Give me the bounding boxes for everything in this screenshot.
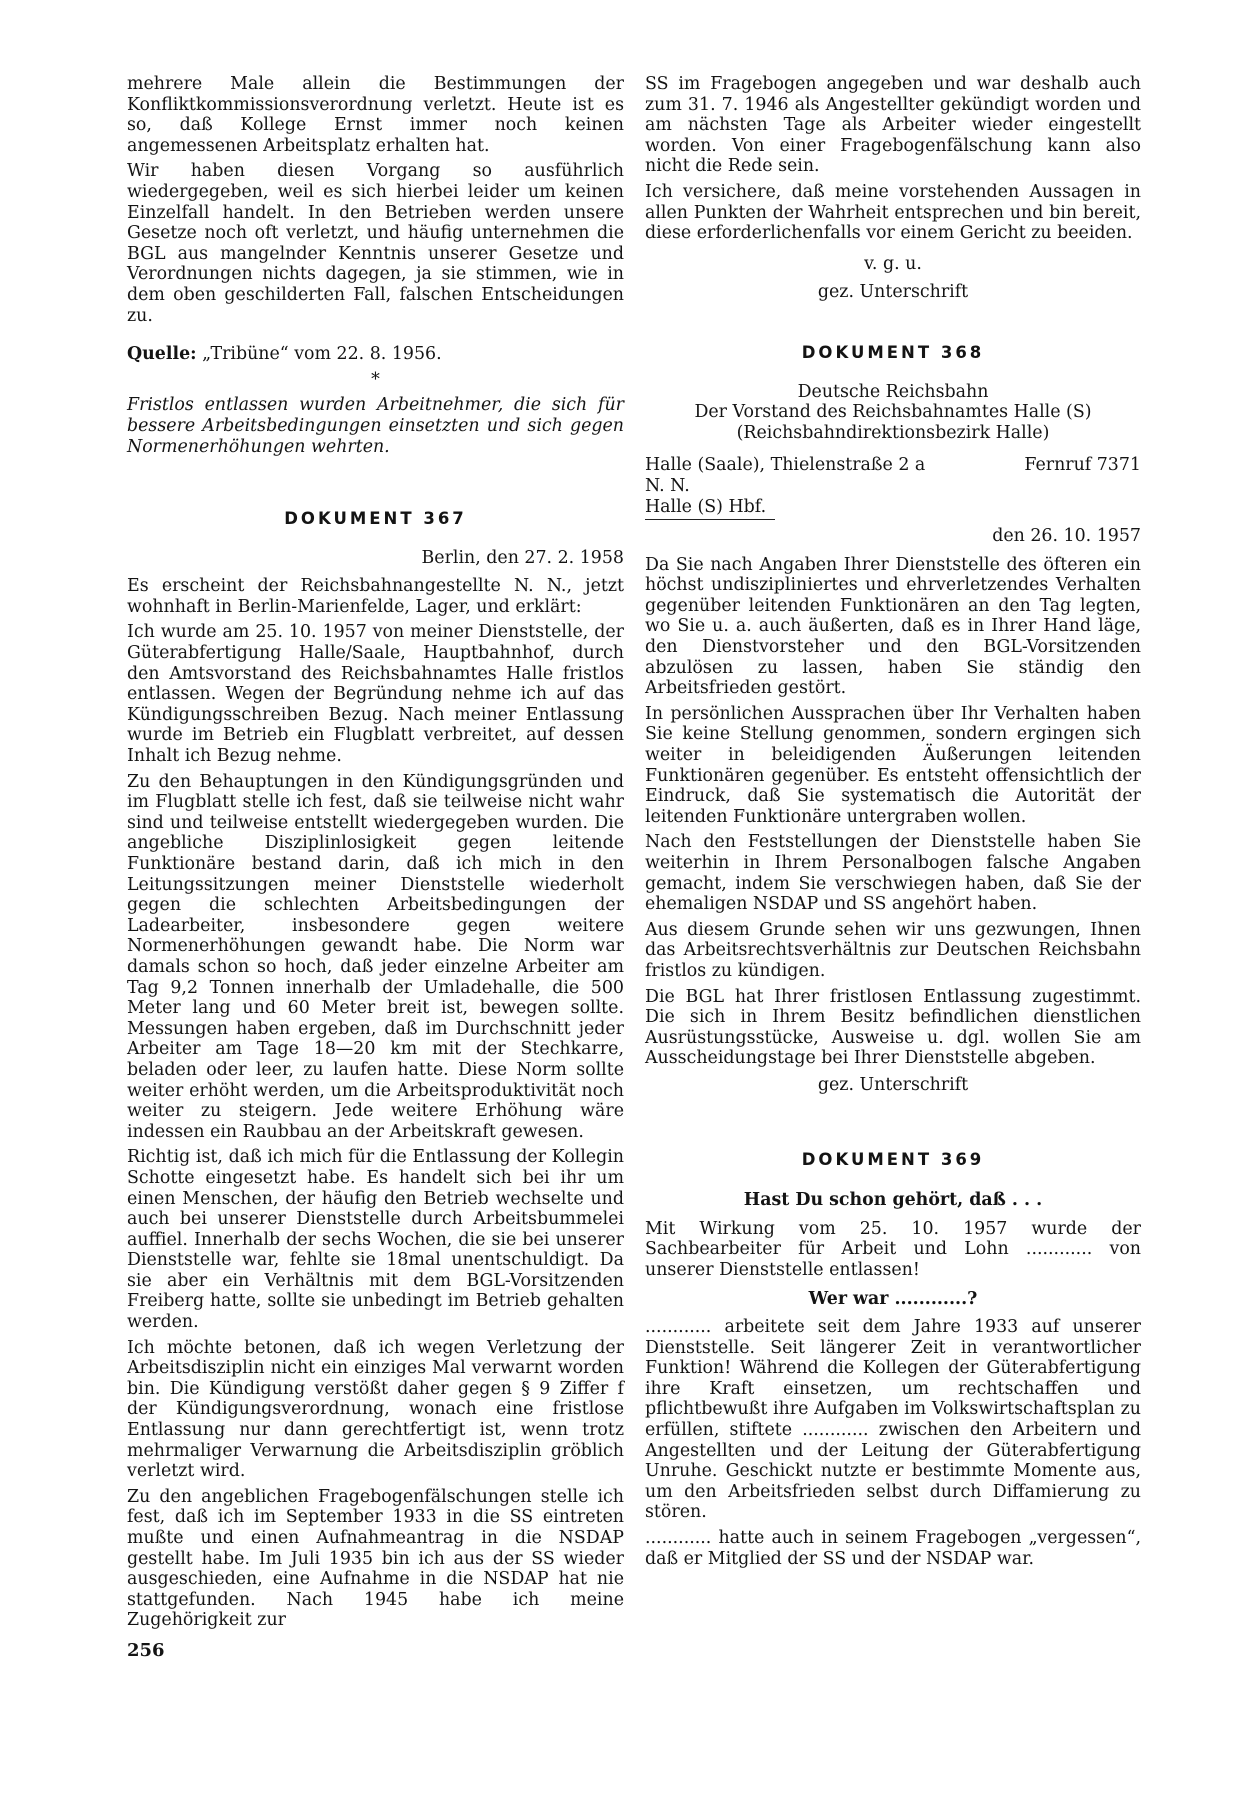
paragraph: Zu den angeblichen Fragebogenfälschungen stelle ich fest, daß ich im September 1933 in die SS eintreten mußte und einen Aufnahmeantrag in die NSDAP gestellt habe. Im Juli 1935 bin ich aus der SS wieder ausgeschieden, eine Aufnahme in die NSDAP hat nie stattgefunden. Nach 1945 habe ich meine Zugehörigkeit zur bbox=[127, 1486, 624, 1631]
paragraph: In persönlichen Aussprachen über Ihr Verhalten haben Sie keine Stellung genommen, sondern ergingen sich weiter in beleidigenden Äußerungen leitenden Funktionären gegenüber. Es entsteht offensichtlich der Eindruck, daß Sie systematisch die Autorität der leitenden Funktionäre untergraben wollen. bbox=[645, 703, 1141, 827]
document-heading: DOKUMENT 368 bbox=[801, 342, 985, 362]
paragraph: Ich wurde am 25. 10. 1957 von meiner Dienststelle, der Güterabfertigung Halle/Saale, Hauptbahnhof, durch den Amtsvorstand des Reichsbahnamtes Halle fristlos entlassen. Wegen der Begründung nehme ich auf das Kündigungsschreiben Bezug. Nach meiner Entlassung wurde im Betrieb ein Flugblatt verbreitet, auf dessen Inhalt ich Bezug nehme. bbox=[127, 622, 624, 767]
paragraph: Ich versichere, daß meine vorstehenden Aussagen in allen Punkten der Wahrheit entsprechen und bin bereit, diese erforderlichenfalls vor einem Gericht zu beeiden. bbox=[645, 181, 1141, 244]
source-label: Quelle: bbox=[127, 344, 197, 365]
address: Halle (Saale), Thielenstraße 2 a bbox=[645, 455, 926, 476]
sender-line: Der Vorstand des Reichsbahnamtes Halle (S) bbox=[694, 402, 1092, 423]
document-date: Berlin, den 27. 2. 1958 bbox=[421, 547, 624, 568]
recipient-line: Halle (S) Hbf. bbox=[645, 496, 767, 517]
paragraph: Die BGL hat Ihrer fristlosen Entlassung zugestimmt. Die sich in Ihrem Besitz befindlichen dienstlichen Ausrüstungsstücke, Ausweise u. dgl. wollen Sie am Ausscheidungstage bei Ihrer Dienststelle abgeben. bbox=[645, 986, 1141, 1069]
signature: gez. Unterschrift bbox=[817, 1074, 969, 1095]
signature: gez. Unterschrift bbox=[817, 282, 969, 303]
paragraph: Aus diesem Grunde sehen wir uns gezwungen, Ihnen das Arbeitsrechtsverhältnis zur Deutschen Reichsbahn fristlos zu kündigen. bbox=[645, 919, 1141, 981]
paragraph: ............ hatte auch in seinem Fragebogen „vergessen“, daß er Mitglied der SS und der NSDAP war. bbox=[645, 1528, 1141, 1569]
page-number: 256 bbox=[127, 1640, 165, 1661]
document-heading: DOKUMENT 367 bbox=[284, 509, 467, 529]
right-column bbox=[645, 74, 1141, 1574]
leaflet-subtitle: Wer war ............? bbox=[808, 1288, 978, 1309]
paragraph: mehrere Male allein die Bestimmungen der Konfliktkommissionsverordnung verletzt. Heute ist es so, daß Kollege Ernst immer noch keinen angemessenen Arbeitsplatz erhalten hat. bbox=[127, 74, 624, 156]
document-heading: DOKUMENT 369 bbox=[801, 1149, 985, 1169]
paragraph: Nach den Feststellungen der Dienststelle haben Sie weiterhin in Ihrem Personalbogen falsche Angaben gemacht, indem Sie verschwiegen haben, daß Sie der ehemaligen NSDAP und SS angehört haben. bbox=[645, 832, 1141, 915]
address-row bbox=[645, 455, 1141, 476]
paragraph: Wir haben diesen Vorgang so ausführlich wiedergegeben, weil es sich hierbei leider um keinen Einzelfall handelt. In den Betrieben werden unsere Gesetze noch oft verletzt, und häufig unternehmen die BGL aus mangelnder Kenntnis unserer Gesetze und Verordnungen nichts dagegen, ja sie stimmen, wie in dem oben geschilderten Fall, falschen Entscheidungen zu. bbox=[127, 161, 624, 326]
divider bbox=[645, 519, 775, 520]
paragraph: Ich möchte betonen, daß ich wegen Verletzung der Arbeitsdisziplin nicht ein einziges Mal verwarnt worden bin. Die Kündigung verstößt daher gegen § 9 Ziffer f der Kündigungsverordnung, wonach eine fristlose Entlassung nur dann gerechtfertigt ist, wenn trotz mehrmaliger Verwarnung die Arbeitsdisziplin gröblich verletzt wird. bbox=[127, 1337, 624, 1482]
phone: Fernruf 7371 bbox=[1024, 455, 1141, 476]
sender-line: (Reichsbahndirektionsbezirk Halle) bbox=[736, 422, 1050, 443]
section-intro: Fristlos entlassen wurden Arbeitnehmer, die sich für bessere Arbeitsbedingungen einsetzten und sich gegen Normenerhöhungen wehrten. bbox=[127, 395, 624, 457]
separator-star: * bbox=[371, 369, 380, 390]
paragraph: SS im Fragebogen angegeben und war deshalb auch zum 31. 7. 1946 als Angestellter gekündigt worden und am nächsten Tage als Arbeiter wieder eingestellt worden. Von einer Fragebogenfälschung kann also nicht die Rede sein. bbox=[645, 74, 1141, 177]
paragraph: Zu den Behauptungen in den Kündigungsgründen und im Flugblatt stelle ich fest, daß sie teilweise nicht wahr sind und teilweise entstellt wiedergegeben wurden. Die angebliche Disziplinlosigkeit gegen leitende Funktionäre bestand darin, daß ich mich in den Leitungssitzungen meiner Dienststelle wiederholt gegen die schlechten Arbeitsbedingungen der Ladearbeiter, insbesondere gegen weitere Normenerhöhungen gewandt habe. Die Norm war damals schon so hoch, daß jeder einzelne Arbeiter am Tag 9,2 Tonnen innerhalb der Umladehalle, die 500 Meter lang und 60 Meter breit ist, bewegen sollte. Messungen haben ergeben, daß im Durchschnitt jeder Arbeiter am Tage 18—20 km mit der Stechkarre, beladen oder leer, zu laufen hatte. Diese Norm sollte weiter erhöht werden, um die Arbeitsproduktivität noch weiter zu steigern. Jede weitere Erhöhung wäre indessen ein Raubbau an der Arbeitskraft gewesen. bbox=[127, 771, 624, 1142]
left-column bbox=[127, 74, 624, 1636]
recipient-line: N. N. bbox=[645, 475, 690, 496]
attestation: v. g. u. bbox=[864, 253, 922, 274]
document-date: den 26. 10. 1957 bbox=[992, 526, 1141, 547]
source-line bbox=[127, 344, 624, 365]
paragraph: ............ arbeitete seit dem Jahre 1933 auf unserer Dienststelle. Seit längerer Zeit in verantwortlicher Funktion! Während die Kollegen der Güterabfertigung ihre Kraft einsetzen, um rechtschaffen und pflichtbewußt ihre Aufgaben im Volkswirtschaftsplan zu erfüllen, stiftete ............ zwischen den Arbeitern und Angestellten und der Leitung der Güterabfertigung Unruhe. Geschickt nutzte er bestimmte Momente aus, um den Arbeitsfrieden selbst durch Diffamierung zu stören. bbox=[645, 1317, 1141, 1523]
paragraph: Mit Wirkung vom 25. 10. 1957 wurde der Sachbearbeiter für Arbeit und Lohn ............ von unserer Dienststelle entlassen! bbox=[645, 1218, 1141, 1280]
paragraph: Es erscheint der Reichsbahnangestellte N. N., jetzt wohnhaft in Berlin-Marienfelde, Lager, und erklärt: bbox=[127, 576, 624, 617]
paragraph: Da Sie nach Angaben Ihrer Dienststelle des öfteren ein höchst undiszipliniertes und ehrverletzendes Verhalten gegenüber leitenden Funktionären an den Tag legten, wo Sie u. a. auch äußerten, daß es in Ihrer Hand läge, den Dienstvorsteher und den BGL-Vorsitzenden abzulösen zu lassen, haben Sie ständig den Arbeitsfrieden gestört. bbox=[645, 554, 1141, 699]
paragraph: Richtig ist, daß ich mich für die Entlassung der Kollegin Schotte eingesetzt habe. Es handelt sich bei ihr um einen Menschen, der häufig den Betrieb wechselte und auch bei unserer Dienststelle durch Arbeitsbummelei auffiel. Innerhalb der sechs Wochen, die sie bei unserer Dienststelle war, fehlte sie 18mal unentschuldigt. Da sie aber ein Verhältnis mit dem BGL-Vorsitzenden Freiberg hatte, sollte sie unbedingt im Betrieb gehalten werden. bbox=[127, 1147, 624, 1333]
leaflet-title: Hast Du schon gehört, daß . . . bbox=[743, 1190, 1043, 1211]
sender-line: Deutsche Reichsbahn bbox=[797, 381, 989, 402]
source-text: „Tribüne“ vom 22. 8. 1956. bbox=[202, 344, 442, 365]
